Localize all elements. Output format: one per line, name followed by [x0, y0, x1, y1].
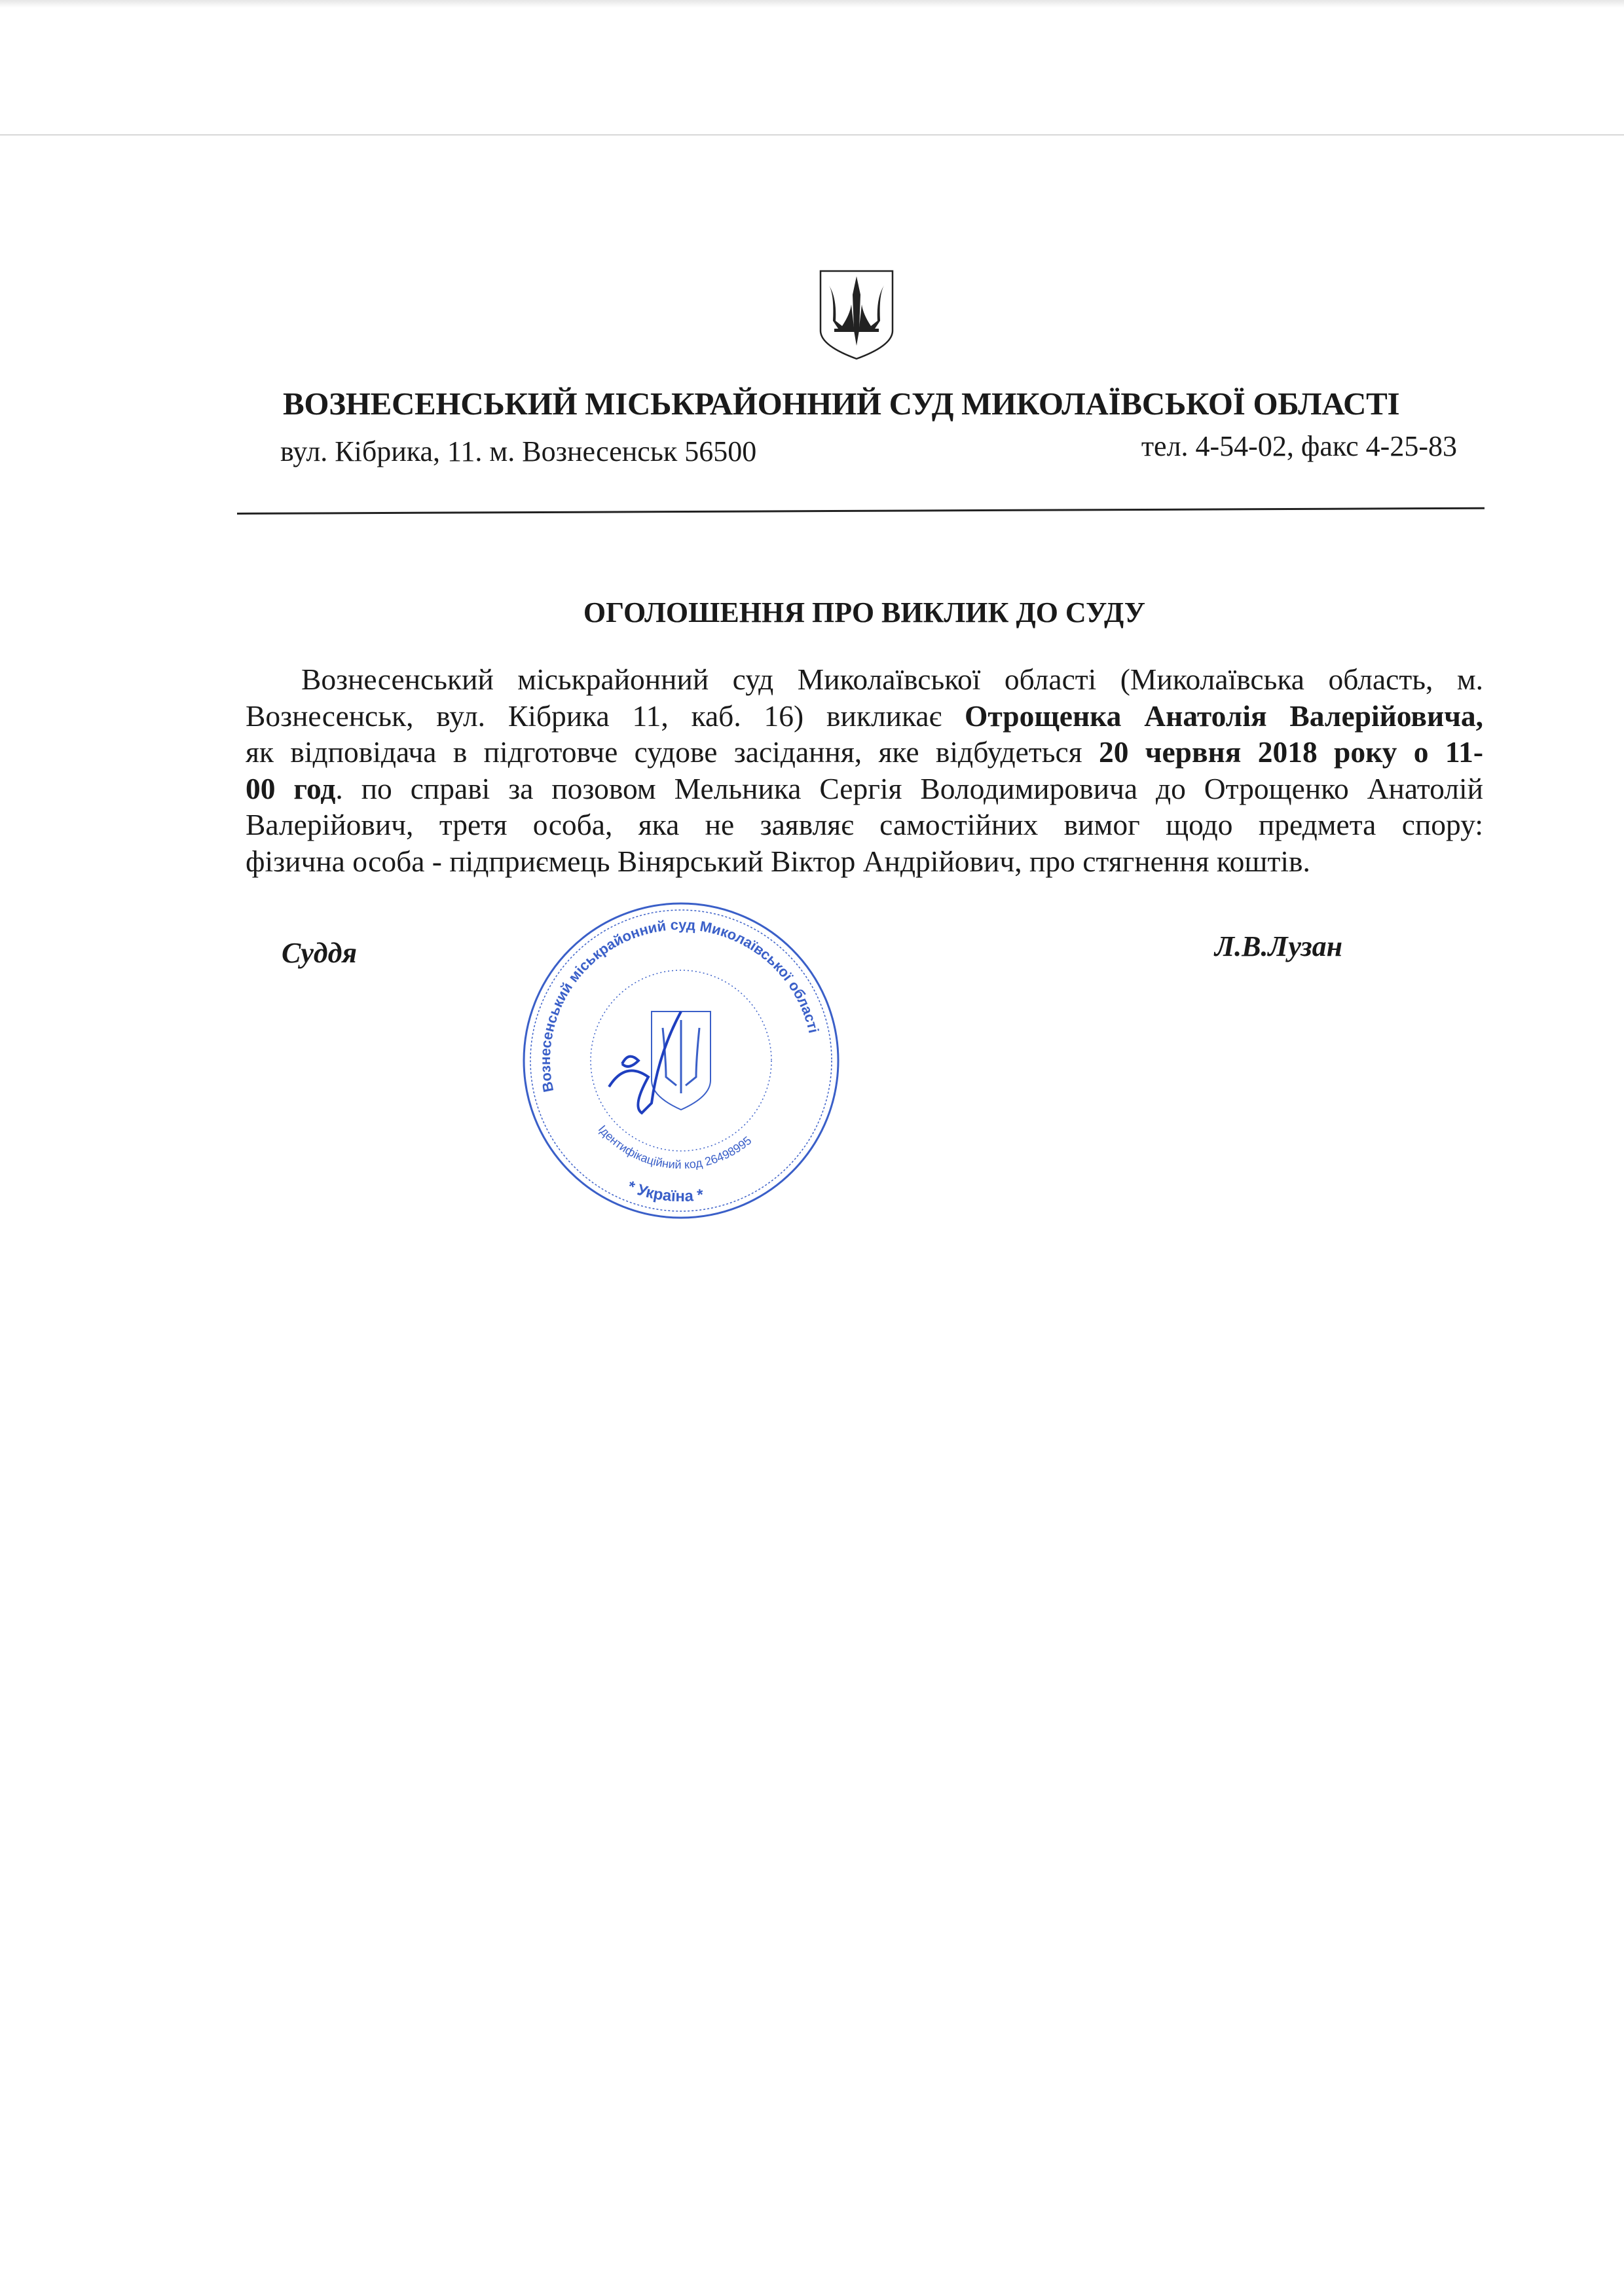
text-segment: фізична особа - підприємець Вінярський Віктор Андрійович, про стягнення коштів.	[246, 844, 1310, 878]
stamp-code: Ідентифікаційний код 26498995	[595, 1122, 754, 1172]
handwritten-signature	[609, 1011, 681, 1113]
paragraph-line	[246, 734, 1483, 771]
header-divider	[237, 507, 1485, 515]
paragraph-line	[246, 843, 1483, 880]
court-phone-fax: тел. 4-54-02, факс 4-25-83	[1141, 430, 1457, 462]
scan-top-edge	[0, 0, 1624, 8]
notice-paragraph	[246, 661, 1483, 879]
emphasized-text: Отрощенка Анатолія Валерійовича,	[964, 699, 1483, 733]
paragraph-line	[246, 698, 1483, 735]
svg-text:* Україна *	[625, 1178, 705, 1205]
text-segment: . по справі за позовом Мельника Сергія Володимировича до Отрощенко Анатолій	[335, 771, 1483, 805]
scan-sheet-edge	[0, 134, 1624, 136]
paragraph-line	[246, 661, 1483, 698]
paragraph-line	[246, 807, 1483, 843]
emphasized-text: 00 год	[246, 771, 336, 805]
stamp-country: * Україна *	[625, 1177, 705, 1206]
document-heading: ОГОЛОШЕННЯ ПРО ВИКЛИК ДО СУДУ	[583, 596, 1146, 629]
text-segment: як відповідача в підготовче судове засідання, яке відбудеться	[246, 735, 1099, 769]
text-segment: Вознесенськ, вул. Кібрика 11, каб. 16) викликає	[246, 699, 965, 733]
court-seal-stamp	[517, 897, 845, 1224]
paragraph-line	[246, 771, 1483, 807]
text-segment: Валерійович, третя особа, яка не заявляє самостійних вимог щодо предмета спору:	[246, 808, 1483, 841]
text-segment: Вознесенський міськрайонний суд Миколаївської області (Миколаївська область, м.	[301, 663, 1483, 696]
svg-text:Вознесенський міськрайонний су	[537, 917, 822, 1094]
court-name: ВОЗНЕСЕНСЬКИЙ МІСЬКРАЙОННИЙ СУД МИКОЛАЇВСЬКОЇ ОБЛАСТІ	[283, 386, 1400, 422]
court-address: вул. Кібрика, 11. м. Вознесенськ 56500	[280, 435, 757, 467]
ukraine-trident-icon	[817, 268, 896, 360]
emphasized-text: 20 червня 2018 року о 11-	[1098, 735, 1483, 769]
stamp-outer-text: Вознесенський міськрайонний суд Миколаївської області	[536, 916, 822, 1094]
svg-text:Ідентифікаційний код 26498995	[596, 1123, 754, 1171]
judge-name: Л.В.Лузан	[1215, 930, 1343, 962]
judge-role: Суддя	[282, 937, 358, 969]
